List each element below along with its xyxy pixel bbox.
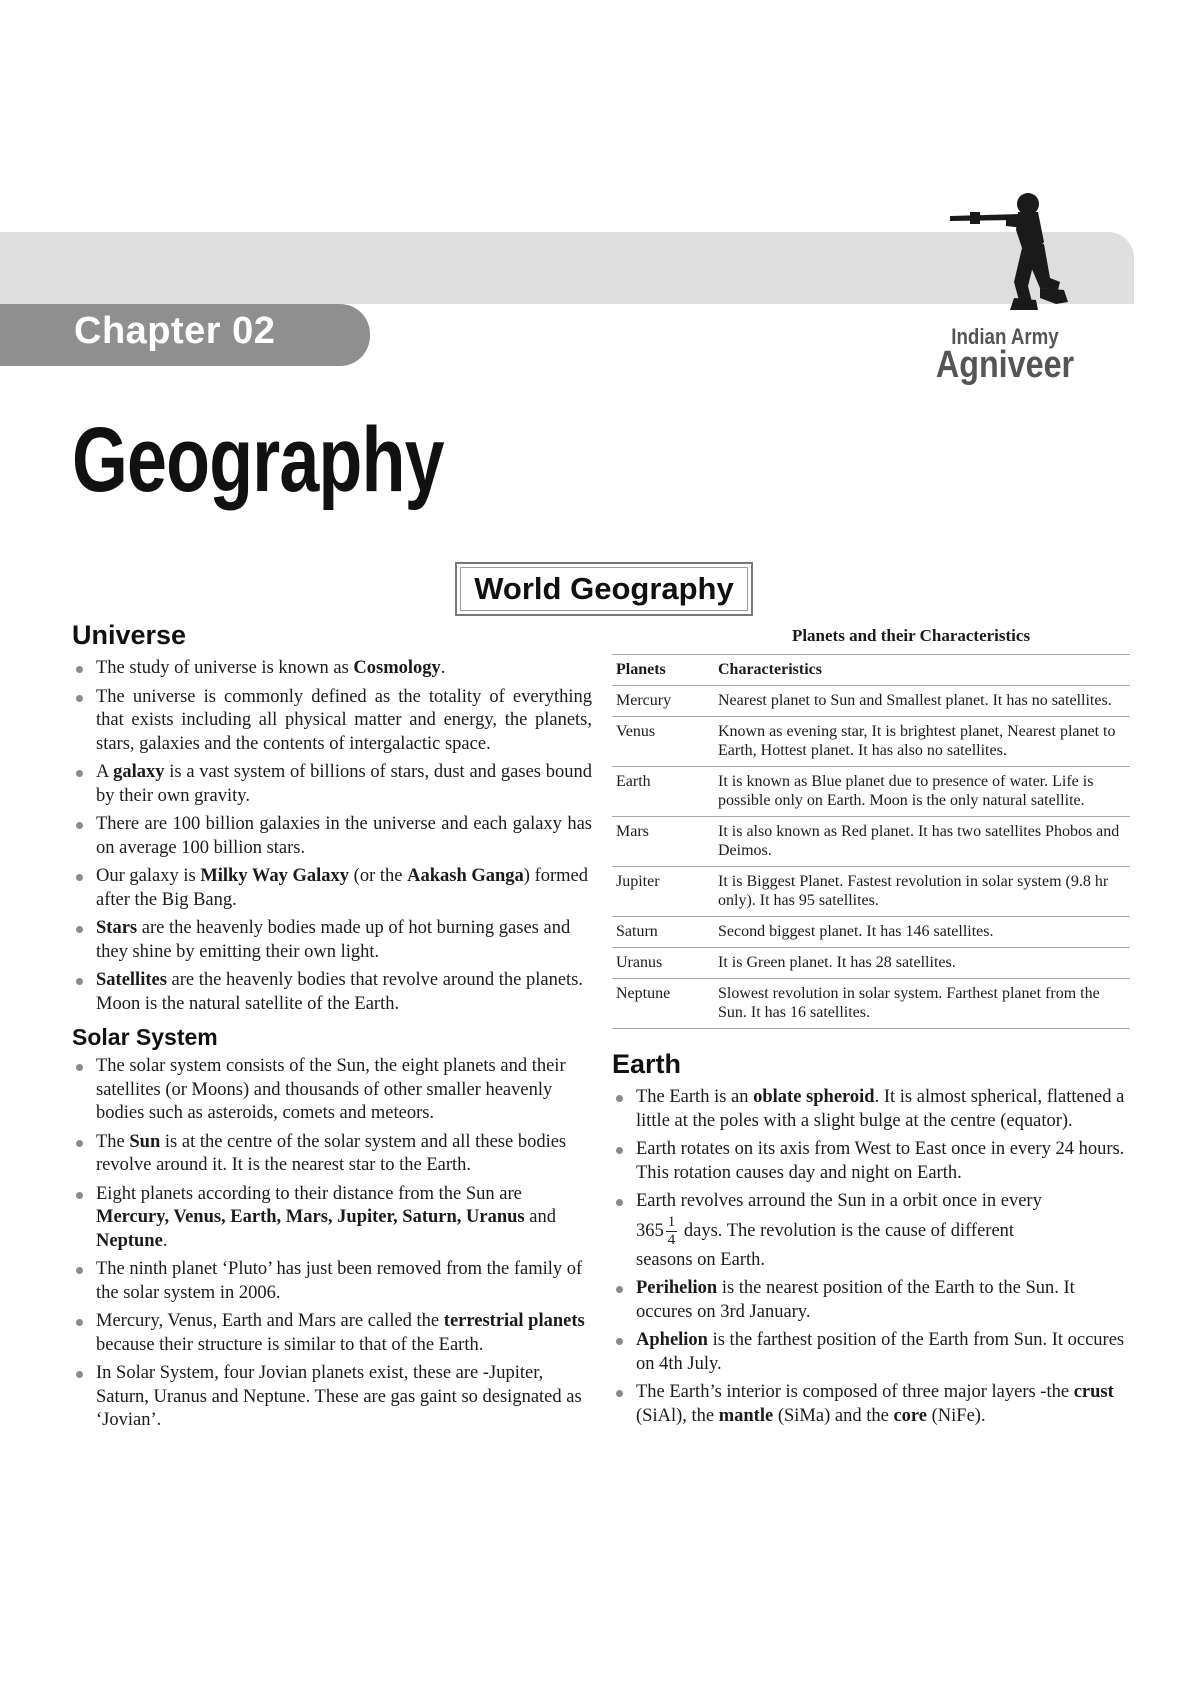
- planet-characteristics: It is Biggest Planet. Fastest revolution in solar system (9.8 hr only). It has 95 satellites.: [714, 867, 1130, 917]
- list-item: Earth revolves arround the Sun in a orbit once in every 365 $\frac{1}{4}$ days. The revolution is the cause of different seasons on Earth.: [612, 1190, 1130, 1272]
- planet-characteristics: Second biggest planet. It has 146 satellites.: [714, 917, 1130, 948]
- brand-subtitle: Indian Army: [951, 324, 1059, 349]
- list-item: The study of universe is known as Cosmology.: [72, 657, 592, 681]
- list-item: The universe is commonly defined as the totality of everything that exists including all physical matter and energy, the planets, stars, galaxies and the contents of intergalactic space.: [72, 686, 592, 757]
- planet-name: Saturn: [612, 917, 714, 948]
- list-item: Satellites are the heavenly bodies that revolve around the planets. Moon is the natural satellite of the Earth.: [72, 969, 592, 1016]
- fraction: $\frac{1}{4}$: [667, 1213, 676, 1248]
- planet-name: Jupiter: [612, 867, 714, 917]
- planet-characteristics: Nearest planet to Sun and Smallest planet. It has no satellites.: [714, 686, 1130, 717]
- universe-heading: Universe: [72, 620, 187, 650]
- planet-name: Mercury: [612, 686, 714, 717]
- section-title: World Geography: [455, 562, 753, 616]
- list-item: Perihelion is the nearest position of the Earth to the Sun. It occures on 3rd January.: [612, 1277, 1130, 1324]
- list-item: Eight planets according to their distance from the Sun are Mercury, Venus, Earth, Mars, Jupiter, Saturn, Uranus and Neptune.: [72, 1183, 592, 1254]
- planets-table: [612, 654, 1130, 1029]
- solar-system-heading: Solar System: [72, 1024, 218, 1050]
- table-row: [612, 917, 1130, 948]
- list-item: Stars are the heavenly bodies made up of hot burning gases and they shine by emitting their own light.: [72, 917, 592, 964]
- planet-name: Uranus: [612, 948, 714, 979]
- list-item: A galaxy is a vast system of billions of stars, dust and gases bound by their own gravity.: [72, 761, 592, 808]
- list-item: In Solar System, four Jovian planets exist, these are -Jupiter, Saturn, Uranus and Neptune. These are gas gaint so designated as ‘Jovian’.: [72, 1362, 592, 1433]
- list-item: The Earth’s interior is composed of three major layers -the crust (SiAl), the mantle (SiMa) and the core (NiFe).: [612, 1381, 1130, 1428]
- brand-name: Agniveer: [935, 344, 1075, 386]
- list-item: The Earth is an oblate spheroid. It is almost spherical, flattened a little at the poles with a slight bulge at the centre (equator).: [612, 1086, 1130, 1133]
- planet-characteristics: It is known as Blue planet due to presence of water. Life is possible only on Earth. Moon is the only natural satellite.: [714, 767, 1130, 817]
- table-row: [612, 717, 1130, 767]
- table-row: [612, 767, 1130, 817]
- page-title: Geography: [72, 409, 444, 511]
- universe-list: [72, 657, 592, 1016]
- table-row: [612, 948, 1130, 979]
- list-item: The ninth planet ‘Pluto’ has just been removed from the family of the solar system in 2006.: [72, 1258, 592, 1305]
- list-item: Our galaxy is Milky Way Galaxy (or the Aakash Ganga) formed after the Big Bang.: [72, 865, 592, 912]
- solar-system-list: [72, 1055, 592, 1433]
- list-item: Mercury, Venus, Earth and Mars are called the terrestrial planets because their structure is similar to that of the Earth.: [72, 1310, 592, 1357]
- list-item: The solar system consists of the Sun, the eight planets and their satellites (or Moons) and thousands of other smaller heavenly bodies such as asteroids, comets and meteors.: [72, 1055, 592, 1126]
- column-header-planets: Planets: [612, 655, 714, 686]
- list-item: The Sun is at the centre of the solar system and all these bodies revolve around it. It is the nearest star to the Earth.: [72, 1131, 592, 1178]
- list-item: Aphelion is the farthest position of the Earth from Sun. It occures on 4th July.: [612, 1329, 1130, 1376]
- table-row: [612, 979, 1130, 1029]
- planet-characteristics: It is Green planet. It has 28 satellites.: [714, 948, 1130, 979]
- list-item: There are 100 billion galaxies in the universe and each galaxy has on average 100 billion stars.: [72, 813, 592, 860]
- left-column: [72, 620, 592, 1438]
- earth-list: [612, 1086, 1130, 1428]
- table-caption: Planets and their Characteristics: [791, 626, 1031, 645]
- planet-characteristics: Slowest revolution in solar system. Farthest planet from the Sun. It has 16 satellites.: [714, 979, 1130, 1029]
- earth-heading: Earth: [612, 1049, 682, 1079]
- planet-name: Neptune: [612, 979, 714, 1029]
- planet-name: Venus: [612, 717, 714, 767]
- soldier-silhouette-icon: [940, 190, 1078, 318]
- list-item: Earth rotates on its axis from West to East once in every 24 hours. This rotation causes day and night on Earth.: [612, 1138, 1130, 1185]
- table-row: [612, 686, 1130, 717]
- table-row: [612, 867, 1130, 917]
- column-header-characteristics: Characteristics: [714, 655, 1130, 686]
- planet-characteristics: Known as evening star, It is brightest planet, Nearest planet to Earth, Hottest planet. It has also no satellites.: [714, 717, 1130, 767]
- table-row: [612, 817, 1130, 867]
- chapter-label: Chapter 02: [74, 310, 276, 352]
- planet-name: Earth: [612, 767, 714, 817]
- planet-name: Mars: [612, 817, 714, 867]
- planet-characteristics: It is also known as Red planet. It has two satellites Phobos and Deimos.: [714, 817, 1130, 867]
- right-column: [612, 626, 1130, 1433]
- table-header-row: [612, 655, 1130, 686]
